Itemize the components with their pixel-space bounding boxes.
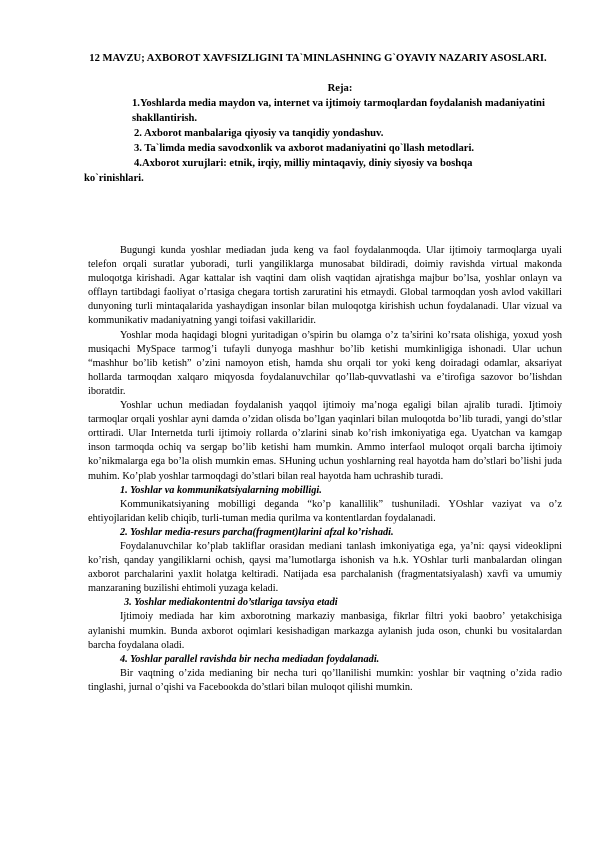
- plan-item: 3. Ta`limda media savodxonlik va axborot madaniyatini qo`llash metodlari.: [134, 143, 475, 154]
- plan-item: 1.Yoshlarda media maydon va, internet va ijtimoiy tarmoqlardan foydalanish madaniyatini shakllantirish.: [132, 98, 545, 124]
- section-heading: 3. Yoshlar mediakontentni do’stlariga tavsiya etadi: [124, 597, 338, 609]
- plan-label: Reja:: [327, 83, 353, 94]
- paragraph: Bir vaqtning o’zida medianing bir necha turi qo’llanilishi mumkin: yoshlar bir vaqtning o’zida radio tinglashi, jurnal o’qishi va Facebookda do’stlari bilan muloqot qilishi mumkin.: [88, 667, 562, 693]
- plan-item: ko`rinishlari.: [84, 173, 144, 184]
- section-heading: 4. Yoshlar parallel ravishda bir necha mediadan foydalanadi.: [120, 653, 380, 665]
- plan-list: [84, 96, 562, 186]
- document-title: 12 MAVZU; AXBOROT XAVFSIZLIGINI TA`MINLASHNING G`OYAVIY NAZARIY ASOSLARI.: [89, 53, 547, 64]
- plan-item: 2. Axborot manbalariga qiyosiy va tanqidiy yondashuv.: [134, 128, 384, 139]
- paragraph: Yoshlar uchun mediadan foydalanish yaqqol ijtimoiy ma’noga egaligi bilan ajralib turadi. Ijtimoiy tarmoqlar orqali yoshlar ayni damda o’zidan olisda bo’lgan yaqinlari bilan muloqotda bo’lib turadi, yangi do’stlar orttiradi. Ular Internetda turli ijtimoiy rollarda o’zlarini sinab ko’rish imkoniyatiga ega. Uyatchan va kamgap inson tarmoqda ochiq va sergap bo’lib ketishi ham mumkin. Ammo interfaol muloqot orqali barcha ijtimoiy ko’nikmalarga ega bo’la olish mumkin emas. SHuning uchun yoshlarning real hayotda ham do’stlari bo’lishi juda muhim. Ko’plab yoshlar tarmoqdagi do’stlari bilan real hayotda ham uchrashib turadi.: [88, 400, 562, 482]
- paragraph: Bugungi kunda yoshlar mediadan juda keng va faol foydalanmoqda. Ular ijtimoiy tarmoqlarga uyali telefon orqali suratlar yuboradi, turli yangiliklarga munosabat bildiradi, doimiy ravishda virtual makonda muloqotga kirishadi. Agar kattalar ish vaqtini dam olish vaqtidan ajratishga majbur bo’lsa, yoshlar onlayn va offlayn tartibdagi faoliyat o’rtasiga chegara tortish zaruratini his etmaydi. Global tarmoqdan yosh avlod vakillari dunyoning turli mintaqalarida yashaydigan insonlar bilan muloqotga kirishish uchun foydalanadi. Ular vizual va kommunikativ madaniyatning yangi toifasi vakillaridir.: [88, 245, 562, 327]
- document-body: [88, 244, 562, 695]
- plan-item: 4.Axborot xurujlari: etnik, irqiy, milliy mintaqaviy, diniy siyosiy va boshqa: [134, 158, 473, 169]
- paragraph: Foydalanuvchilar ko’plab takliflar orasidan mediani tanlash imkoniyatiga ega, ya’ni: qaysi videoklipni ko’rish, qanday yangiliklarni ochish, qaysi ma’lumotlarga ishonish va h.k. YOshlar turli manbalardan olingan axborot parchalarini yaxlit holatga keltiradi. Natijada esa parchalanish (fragmentatsiyalash) xavfi va umumiy manzaraning buzilishi ehtimoli yuzaga keladi.: [88, 540, 562, 595]
- section-heading: 2. Yoshlar media-resurs parcha(fragment)larini afzal ko’rishadi.: [120, 526, 394, 538]
- paragraph: Yoshlar moda haqidagi blogni yuritadigan o’spirin bu olamga o’z ta’sirini ko’rsata olishiga, yoxud yosh musiqachi MySpace tarmog’i tufayli dunyoga mashhur bo’lib ketishi mumkinligiga ishonadi. Ular uchun “mashhur bo’lib ketish” o’zini namoyon etish, hamda shu orqali tor yoki keng doiradagi odamlar, aksariyat hollarda tarmoqdan xalqaro miqyosda foydalanuvchilar qo’llab-quvvatlashi va e’tirofiga sazovor bo’lishdan iboratdir.: [88, 329, 562, 397]
- section-heading: 1. Yoshlar va kommunikatsiyalarning mobilligi.: [120, 484, 322, 496]
- paragraph: Ijtimoiy mediada har kim axborotning markaziy manbasiga, fikrlar filtri yoki baobro’ yetakchisiga aylanishi mumkin. Bunda axborot oqimlari kesishadigan markazga aylanish juda oson, chunki bu vositalardan barcha foydalana oladi.: [88, 611, 562, 651]
- paragraph: Kommunikatsiyaning mobilligi deganda “ko’p kanallilik” tushuniladi. YOshlar vaziyat va o’z ehtiyojlaridan kelib chiqib, turli-tuman media qurilma va kontentlardan foydalanadi.: [88, 498, 562, 524]
